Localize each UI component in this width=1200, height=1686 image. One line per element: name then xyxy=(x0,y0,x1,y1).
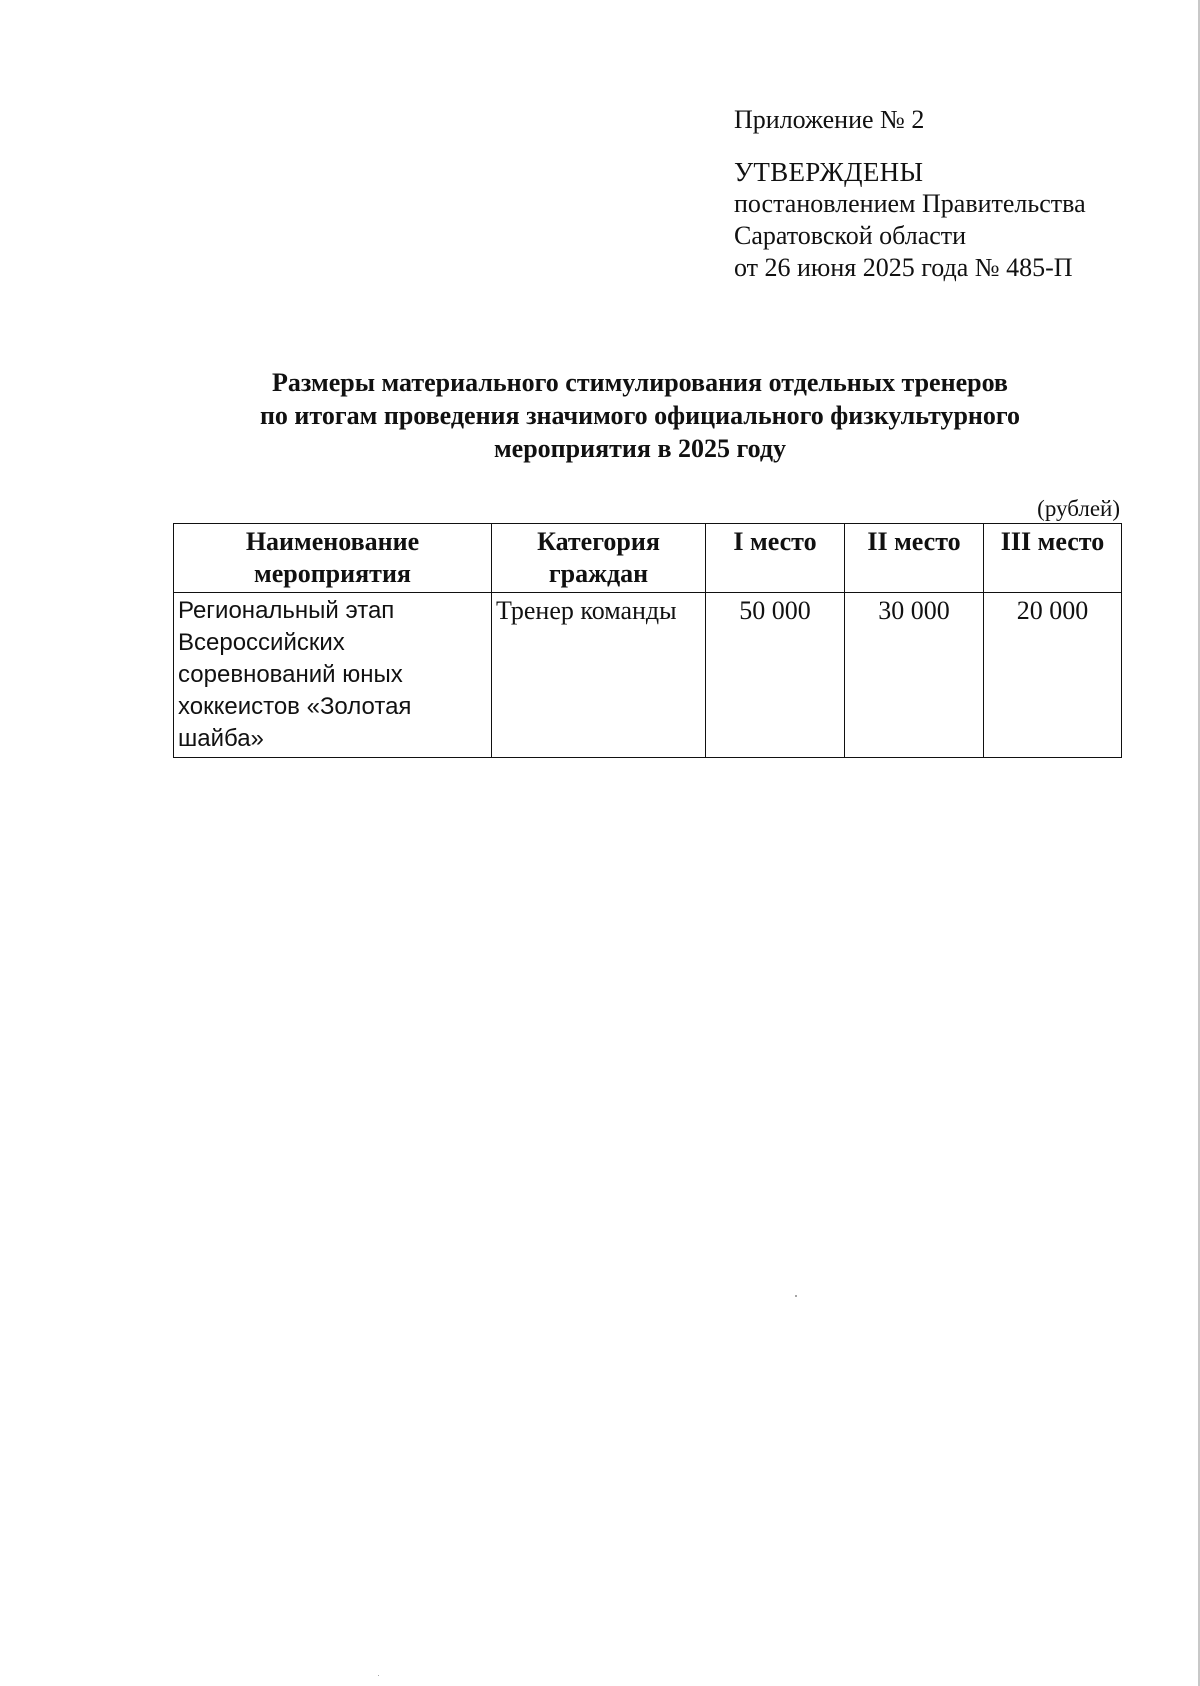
header-first-place: I место xyxy=(706,524,845,593)
unit-note: (рублей) xyxy=(1037,496,1120,521)
document-title xyxy=(170,366,1110,465)
header-category: Категория граждан xyxy=(492,524,706,593)
table-header-row xyxy=(174,524,1122,593)
title-line-3: мероприятия в 2025 году xyxy=(493,434,787,463)
cell-category: Тренер команды xyxy=(492,593,706,758)
approval-block xyxy=(734,104,1164,284)
title-line-2: по итогам проведения значимого официального физкультурного xyxy=(259,401,1021,430)
cell-third-place: 20 000 xyxy=(984,593,1122,758)
table-row xyxy=(174,593,1122,758)
scan-speck xyxy=(378,1675,379,1676)
title-line-1: Размеры материального стимулирования отдельных тренеров xyxy=(272,368,1008,397)
approval-line-2: Саратовской области xyxy=(734,221,967,250)
header-event-name: Наименование мероприятия xyxy=(174,524,492,593)
cell-event-name: Региональный этап Всероссийских соревнований юных хоккеистов «Золотая шайба» xyxy=(174,593,492,758)
scan-speck xyxy=(795,1295,797,1297)
header-third-place: III место xyxy=(984,524,1122,593)
rates-table xyxy=(173,523,1122,758)
approval-stamp: УТВЕРЖДЕНЫ xyxy=(734,157,924,187)
approval-line-3: от 26 июня 2025 года № 485-П xyxy=(734,253,1073,282)
appendix-label: Приложение № 2 xyxy=(734,105,925,134)
cell-first-place: 50 000 xyxy=(706,593,845,758)
cell-second-place: 30 000 xyxy=(845,593,984,758)
approval-line-1: постановлением Правительства xyxy=(734,189,1086,218)
header-second-place: II место xyxy=(845,524,984,593)
